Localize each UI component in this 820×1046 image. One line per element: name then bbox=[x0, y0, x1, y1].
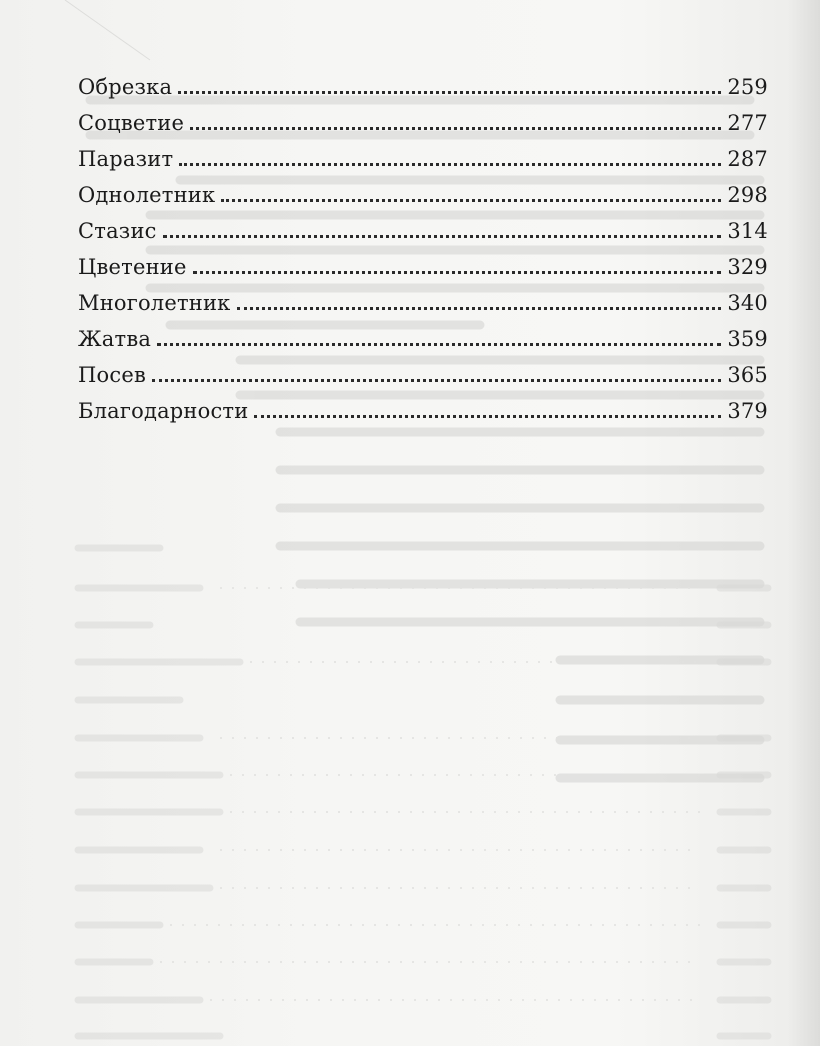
toc-entry-page: 359 bbox=[727, 327, 768, 351]
toc-entry-page: 365 bbox=[727, 363, 768, 387]
toc-entry bbox=[78, 291, 768, 327]
toc-entry bbox=[78, 183, 768, 219]
toc-entry-title: Посев bbox=[78, 363, 146, 387]
toc-entry-title: Однолетник bbox=[78, 183, 216, 207]
toc-dot-leader bbox=[163, 229, 722, 238]
table-of-contents bbox=[78, 75, 768, 435]
toc-entry-page: 329 bbox=[727, 255, 768, 279]
toc-dot-leader bbox=[190, 121, 721, 130]
toc-entry bbox=[78, 327, 768, 363]
toc-entry-title: Стазис bbox=[78, 219, 157, 243]
toc-entry bbox=[78, 111, 768, 147]
toc-entry-title: Жатва bbox=[78, 327, 152, 351]
toc-entry-title: Соцветие bbox=[78, 111, 185, 135]
toc-entry-page: 298 bbox=[727, 183, 768, 207]
toc-entry bbox=[78, 399, 768, 435]
toc-entry-title: Многолетник bbox=[78, 291, 231, 315]
toc-dot-leader bbox=[193, 265, 722, 274]
toc-dot-leader bbox=[254, 409, 721, 418]
toc-entry bbox=[78, 147, 768, 183]
toc-entry bbox=[78, 75, 768, 111]
toc-dot-leader bbox=[179, 157, 721, 166]
toc-dot-leader bbox=[152, 373, 721, 382]
toc-entry-page: 340 bbox=[727, 291, 768, 315]
toc-entry-page: 314 bbox=[727, 219, 768, 243]
toc-dot-leader bbox=[157, 337, 721, 346]
toc-dot-leader bbox=[237, 301, 722, 310]
toc-entry-page: 379 bbox=[727, 399, 768, 423]
toc-entry-page: 277 bbox=[727, 111, 768, 135]
toc-entry bbox=[78, 219, 768, 255]
toc-entry-title: Обрезка bbox=[78, 75, 173, 99]
toc-dot-leader bbox=[221, 193, 721, 202]
toc-entry-title: Цветение bbox=[78, 255, 187, 279]
toc-entry-title: Паразит bbox=[78, 147, 174, 171]
toc-entry-page: 287 bbox=[727, 147, 768, 171]
toc-entry bbox=[78, 363, 768, 399]
toc-entry bbox=[78, 255, 768, 291]
toc-entry-page: 259 bbox=[727, 75, 768, 99]
toc-entry-title: Благодарности bbox=[78, 399, 249, 423]
toc-dot-leader bbox=[178, 85, 721, 94]
